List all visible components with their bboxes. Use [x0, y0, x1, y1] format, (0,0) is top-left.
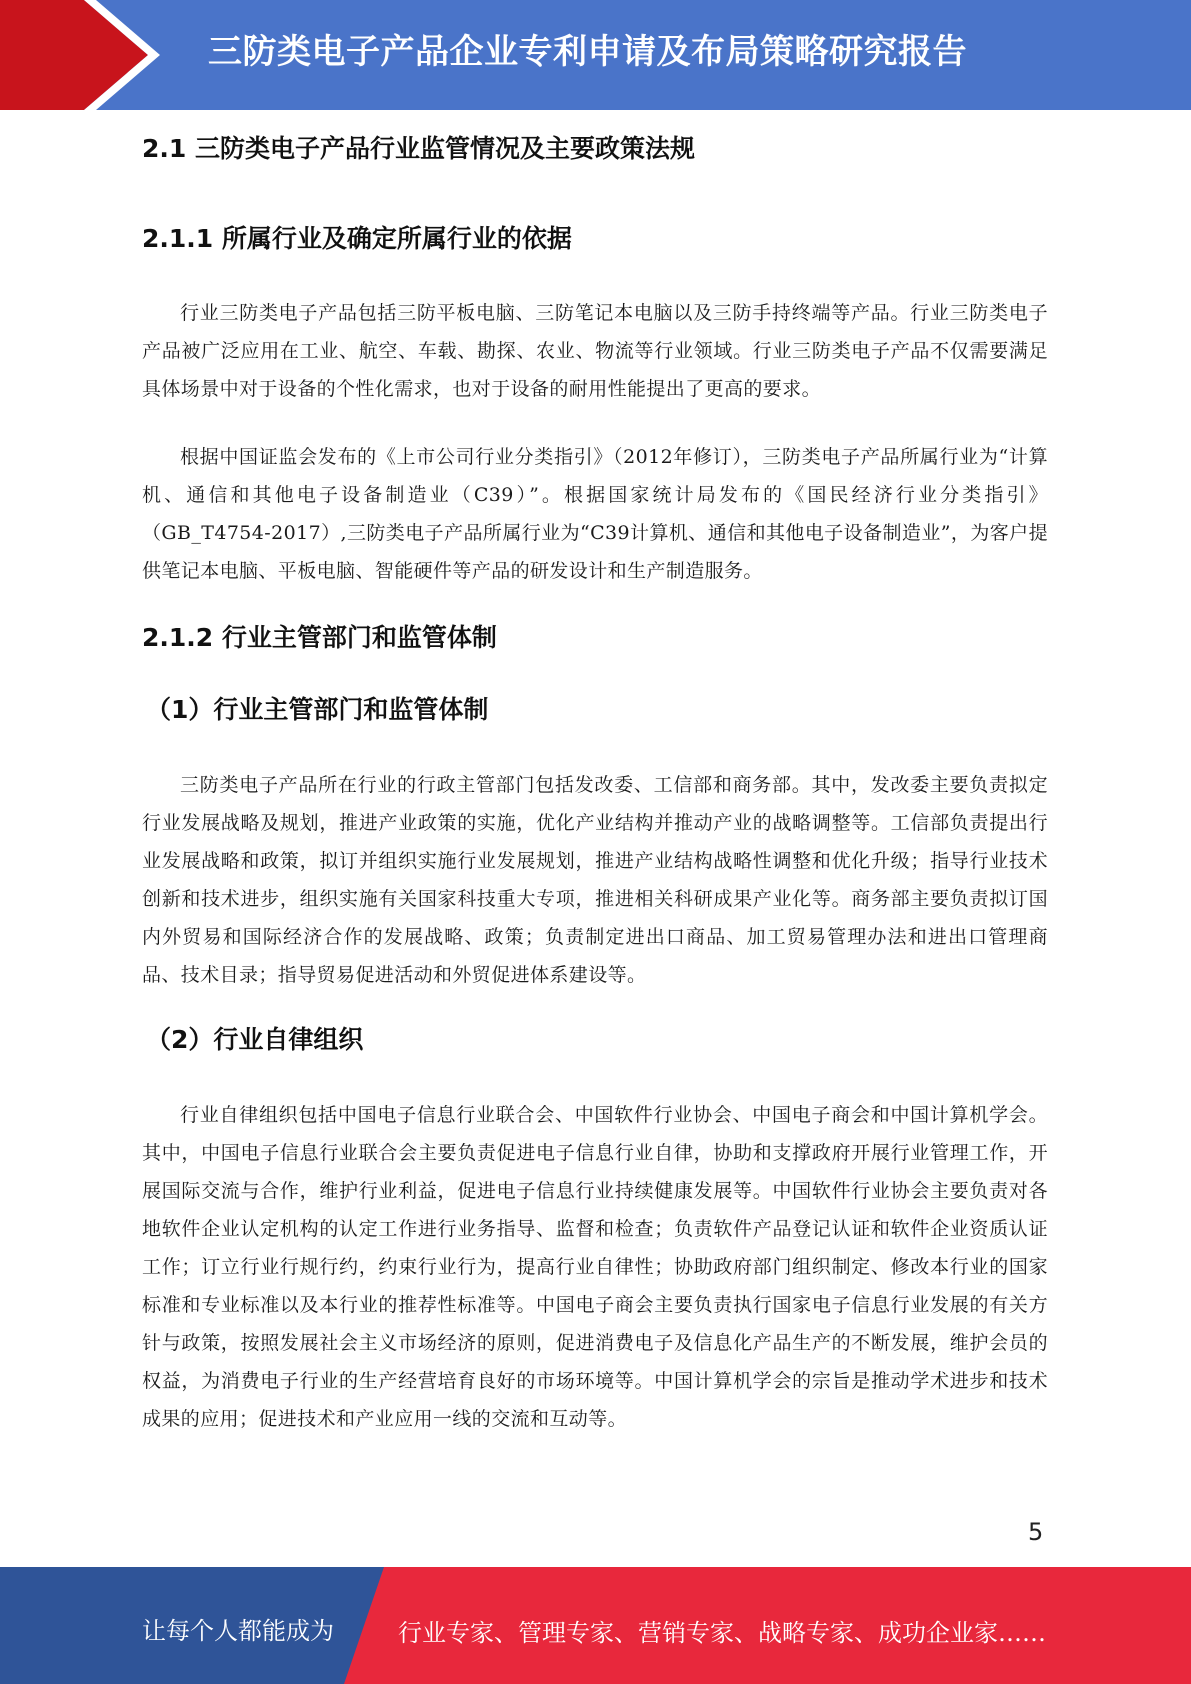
subsection-heading-self-regulation: （2）行业自律组织: [146, 1025, 364, 1054]
paragraph-regulators: 三防类电子产品所在行业的行政主管部门包括发改委、工信部和商务部。其中，发改委主要负责拟定行业发展战略及规划，推进产业政策的实施，优化产业结构并推动产业的战略调整等。工信部负责提出行业发展战略和政策，拟订并组织实施行业发展规划，推进产业结构战略性调整和优化升级；指导行业技术创新和技术进步，组织实施有关国家科技重大专项，推进相关科研成果产业化等。商务部主要负责拟订国内外贸易和国际经济合作的发展战略、政策；负责制定进出口商品、加工贸易管理办法和进出口管理商品、技术目录；指导贸易促进活动和外贸促进体系建设等。: [142, 774, 1048, 986]
footer-slogan-left: 让每个人都能成为: [142, 1617, 334, 1645]
paragraph-industry-classification: 根据中国证监会发布的《上市公司行业分类指引》（2012年修订），三防类电子产品所属行业为“计算机、通信和其他电子设备制造业（C39）”。根据国家统计局发布的《国民经济行业分类指引》（GB_T4754-2017）,三防类电子产品所属行业为“C39计算机、通信和其他电子设备制造业”，为客户提供笔记本电脑、平板电脑、智能硬件等产品的研发设计和生产制造服务。: [142, 446, 1048, 582]
report-title: 三防类电子产品企业专利申请及布局策略研究报告: [208, 32, 967, 72]
section-heading-2-1: 2.1 三防类电子产品行业监管情况及主要政策法规: [142, 134, 695, 163]
page-footer-banner: [0, 1567, 1191, 1684]
subsection-heading-regulators: （1）行业主管部门和监管体制: [146, 695, 489, 724]
paragraph-product-scope: 行业三防类电子产品包括三防平板电脑、三防笔记本电脑以及三防手持终端等产品。行业三防类电子产品被广泛应用在工业、航空、车载、勘探、农业、物流等行业领域。行业三防类电子产品不仅需要满足具体场景中对于设备的个性化需求，也对于设备的耐用性能提出了更高的要求。: [142, 302, 1048, 400]
page-number: 5: [1028, 1518, 1044, 1546]
page-header-banner: [0, 0, 1191, 110]
section-heading-2-1-1: 2.1.1 所属行业及确定所属行业的依据: [142, 224, 572, 253]
paragraph-self-regulation: 行业自律组织包括中国电子信息行业联合会、中国软件行业协会、中国电子商会和中国计算机学会。其中，中国电子信息行业联合会主要负责促进电子信息行业自律，协助和支撑政府开展行业管理工作，开展国际交流与合作，维护行业利益，促进电子信息行业持续健康发展等。中国软件行业协会主要负责对各地软件企业认定机构的认定工作进行业务指导、监督和检查；负责软件产品登记认证和软件企业资质认证工作；订立行业行规行约，约束行业行为，提高行业自律性；协助政府部门组织制定、修改本行业的国家标准和专业标准以及本行业的推荐性标准等。中国电子商会主要负责执行国家电子信息行业发展的有关方针与政策，按照发展社会主义市场经济的原则，促进消费电子及信息化产品生产的不断发展，维护会员的权益，为消费电子行业的生产经营培育良好的市场环境等。中国计算机学会的宗旨是推动学术进步和技术成果的应用；促进技术和产业应用一线的交流和互动等。: [142, 1104, 1048, 1430]
footer-slogan-right: 行业专家、管理专家、营销专家、战略专家、成功企业家……: [398, 1619, 1046, 1647]
section-heading-2-1-2: 2.1.2 行业主管部门和监管体制: [142, 623, 497, 652]
